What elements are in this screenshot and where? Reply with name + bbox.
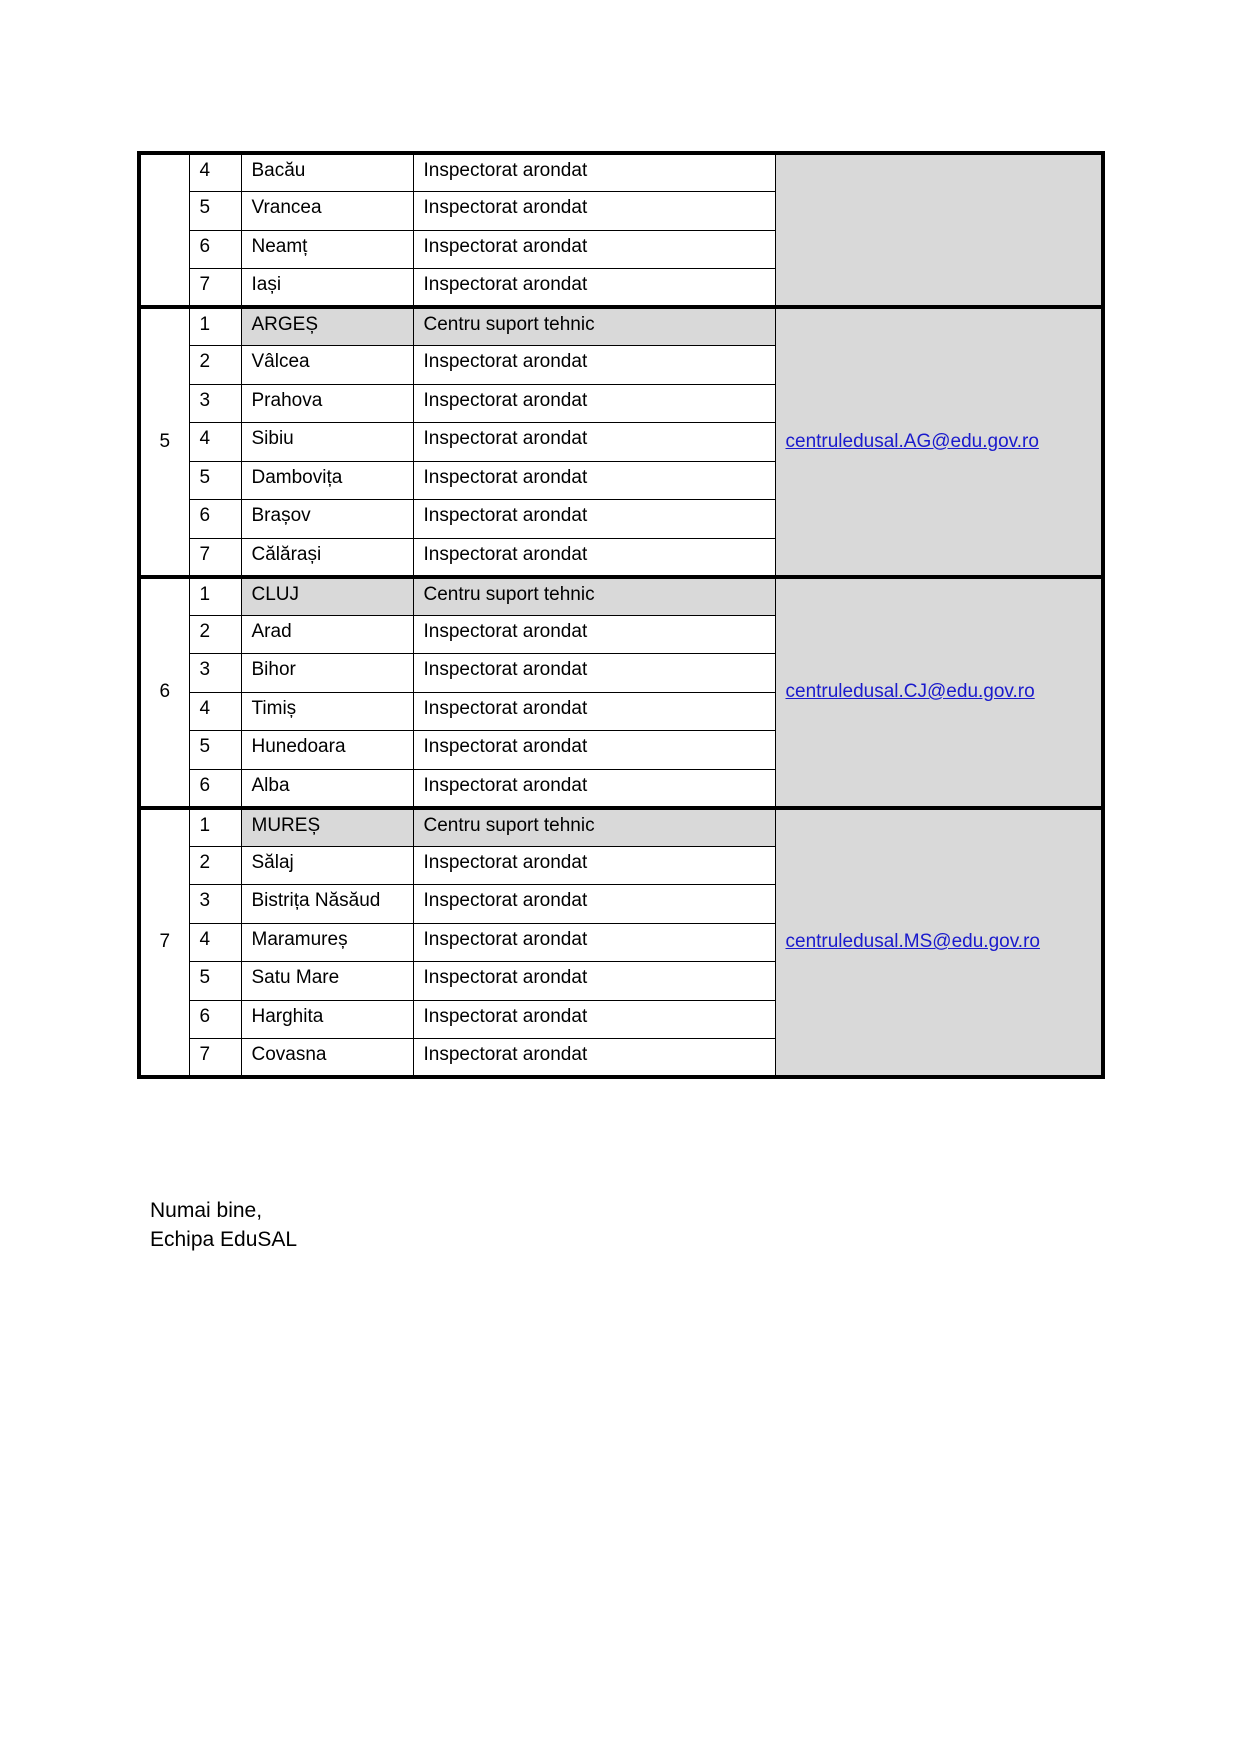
county-name-cell: CLUJ <box>241 577 413 616</box>
table-row <box>139 808 1103 847</box>
role-type-cell: Inspectorat arondat <box>413 1000 775 1039</box>
row-number-cell: 6 <box>189 500 241 539</box>
county-table <box>137 151 1105 1079</box>
table-row <box>139 577 1103 616</box>
county-name-cell: Brașov <box>241 500 413 539</box>
role-type-cell: Inspectorat arondat <box>413 461 775 500</box>
county-name-cell: Hunedoara <box>241 731 413 770</box>
contact-email-cell <box>775 577 1103 808</box>
role-type-cell: Inspectorat arondat <box>413 962 775 1001</box>
row-number-cell: 2 <box>189 615 241 654</box>
role-type-cell: Inspectorat arondat <box>413 769 775 808</box>
role-type-cell: Inspectorat arondat <box>413 615 775 654</box>
table-row <box>139 153 1103 192</box>
county-name-cell: Prahova <box>241 384 413 423</box>
county-name-cell: Arad <box>241 615 413 654</box>
signoff-team: Echipa EduSAL <box>150 1228 298 1251</box>
county-name-cell: Sibiu <box>241 423 413 462</box>
row-number-cell: 4 <box>189 153 241 192</box>
row-number-cell: 7 <box>189 538 241 577</box>
row-number-cell: 6 <box>189 230 241 269</box>
row-number-cell: 3 <box>189 654 241 693</box>
role-type-cell: Inspectorat arondat <box>413 153 775 192</box>
role-type-cell: Inspectorat arondat <box>413 500 775 539</box>
group-number-cell: 5 <box>139 307 189 577</box>
contact-email-cell <box>775 307 1103 577</box>
signoff <box>150 1196 297 1254</box>
county-name-cell: Bacău <box>241 153 413 192</box>
county-name-cell: Bihor <box>241 654 413 693</box>
role-type-cell: Inspectorat arondat <box>413 346 775 385</box>
role-type-cell: Centru suport tehnic <box>413 577 775 616</box>
group-number-cell: 7 <box>139 808 189 1078</box>
role-type-cell: Inspectorat arondat <box>413 923 775 962</box>
role-type-cell: Inspectorat arondat <box>413 1039 775 1078</box>
county-name-cell: Sălaj <box>241 846 413 885</box>
row-number-cell: 4 <box>189 423 241 462</box>
contact-email-cell <box>775 153 1103 307</box>
contact-email-link[interactable]: centruledusal.CJ@edu.gov.ro <box>785 681 1035 702</box>
county-table-body <box>139 153 1103 1077</box>
role-type-cell: Inspectorat arondat <box>413 731 775 770</box>
role-type-cell: Inspectorat arondat <box>413 423 775 462</box>
role-type-cell: Inspectorat arondat <box>413 230 775 269</box>
role-type-cell: Inspectorat arondat <box>413 538 775 577</box>
contact-email-cell <box>775 808 1103 1078</box>
county-name-cell: Alba <box>241 769 413 808</box>
role-type-cell: Inspectorat arondat <box>413 384 775 423</box>
county-name-cell: Satu Mare <box>241 962 413 1001</box>
county-name-cell: Vrancea <box>241 192 413 231</box>
row-number-cell: 7 <box>189 1039 241 1078</box>
role-type-cell: Inspectorat arondat <box>413 692 775 731</box>
row-number-cell: 5 <box>189 731 241 770</box>
county-name-cell: Maramureș <box>241 923 413 962</box>
county-name-cell: Călărași <box>241 538 413 577</box>
signoff-greeting: Numai bine, <box>150 1199 263 1222</box>
county-name-cell: Neamț <box>241 230 413 269</box>
role-type-cell: Inspectorat arondat <box>413 846 775 885</box>
county-name-cell: Timiș <box>241 692 413 731</box>
role-type-cell: Centru suport tehnic <box>413 808 775 847</box>
contact-email-link[interactable]: centruledusal.AG@edu.gov.ro <box>785 430 1039 452</box>
row-number-cell: 5 <box>189 461 241 500</box>
group-number-cell <box>139 153 189 307</box>
county-name-cell: Covasna <box>241 1039 413 1078</box>
role-type-cell: Inspectorat arondat <box>413 885 775 924</box>
county-name-cell: ARGEȘ <box>241 307 413 346</box>
county-name-cell: MUREȘ <box>241 808 413 847</box>
row-number-cell: 7 <box>189 269 241 308</box>
row-number-cell: 2 <box>189 846 241 885</box>
row-number-cell: 6 <box>189 769 241 808</box>
row-number-cell: 2 <box>189 346 241 385</box>
row-number-cell: 4 <box>189 923 241 962</box>
role-type-cell: Inspectorat arondat <box>413 269 775 308</box>
county-name-cell: Harghita <box>241 1000 413 1039</box>
row-number-cell: 1 <box>189 577 241 616</box>
county-name-cell: Vâlcea <box>241 346 413 385</box>
role-type-cell: Inspectorat arondat <box>413 192 775 231</box>
row-number-cell: 1 <box>189 808 241 847</box>
row-number-cell: 5 <box>189 962 241 1001</box>
county-name-cell: Dambovița <box>241 461 413 500</box>
contact-email-link[interactable]: centruledusal.MS@edu.gov.ro <box>785 931 1040 953</box>
role-type-cell: Inspectorat arondat <box>413 654 775 693</box>
row-number-cell: 1 <box>189 307 241 346</box>
group-number-cell: 6 <box>139 577 189 808</box>
row-number-cell: 4 <box>189 692 241 731</box>
row-number-cell: 3 <box>189 384 241 423</box>
county-name-cell: Iași <box>241 269 413 308</box>
county-name-cell: Bistrița Năsăud <box>241 885 413 924</box>
row-number-cell: 3 <box>189 885 241 924</box>
row-number-cell: 6 <box>189 1000 241 1039</box>
role-type-cell: Centru suport tehnic <box>413 307 775 346</box>
row-number-cell: 5 <box>189 192 241 231</box>
table-row <box>139 307 1103 346</box>
